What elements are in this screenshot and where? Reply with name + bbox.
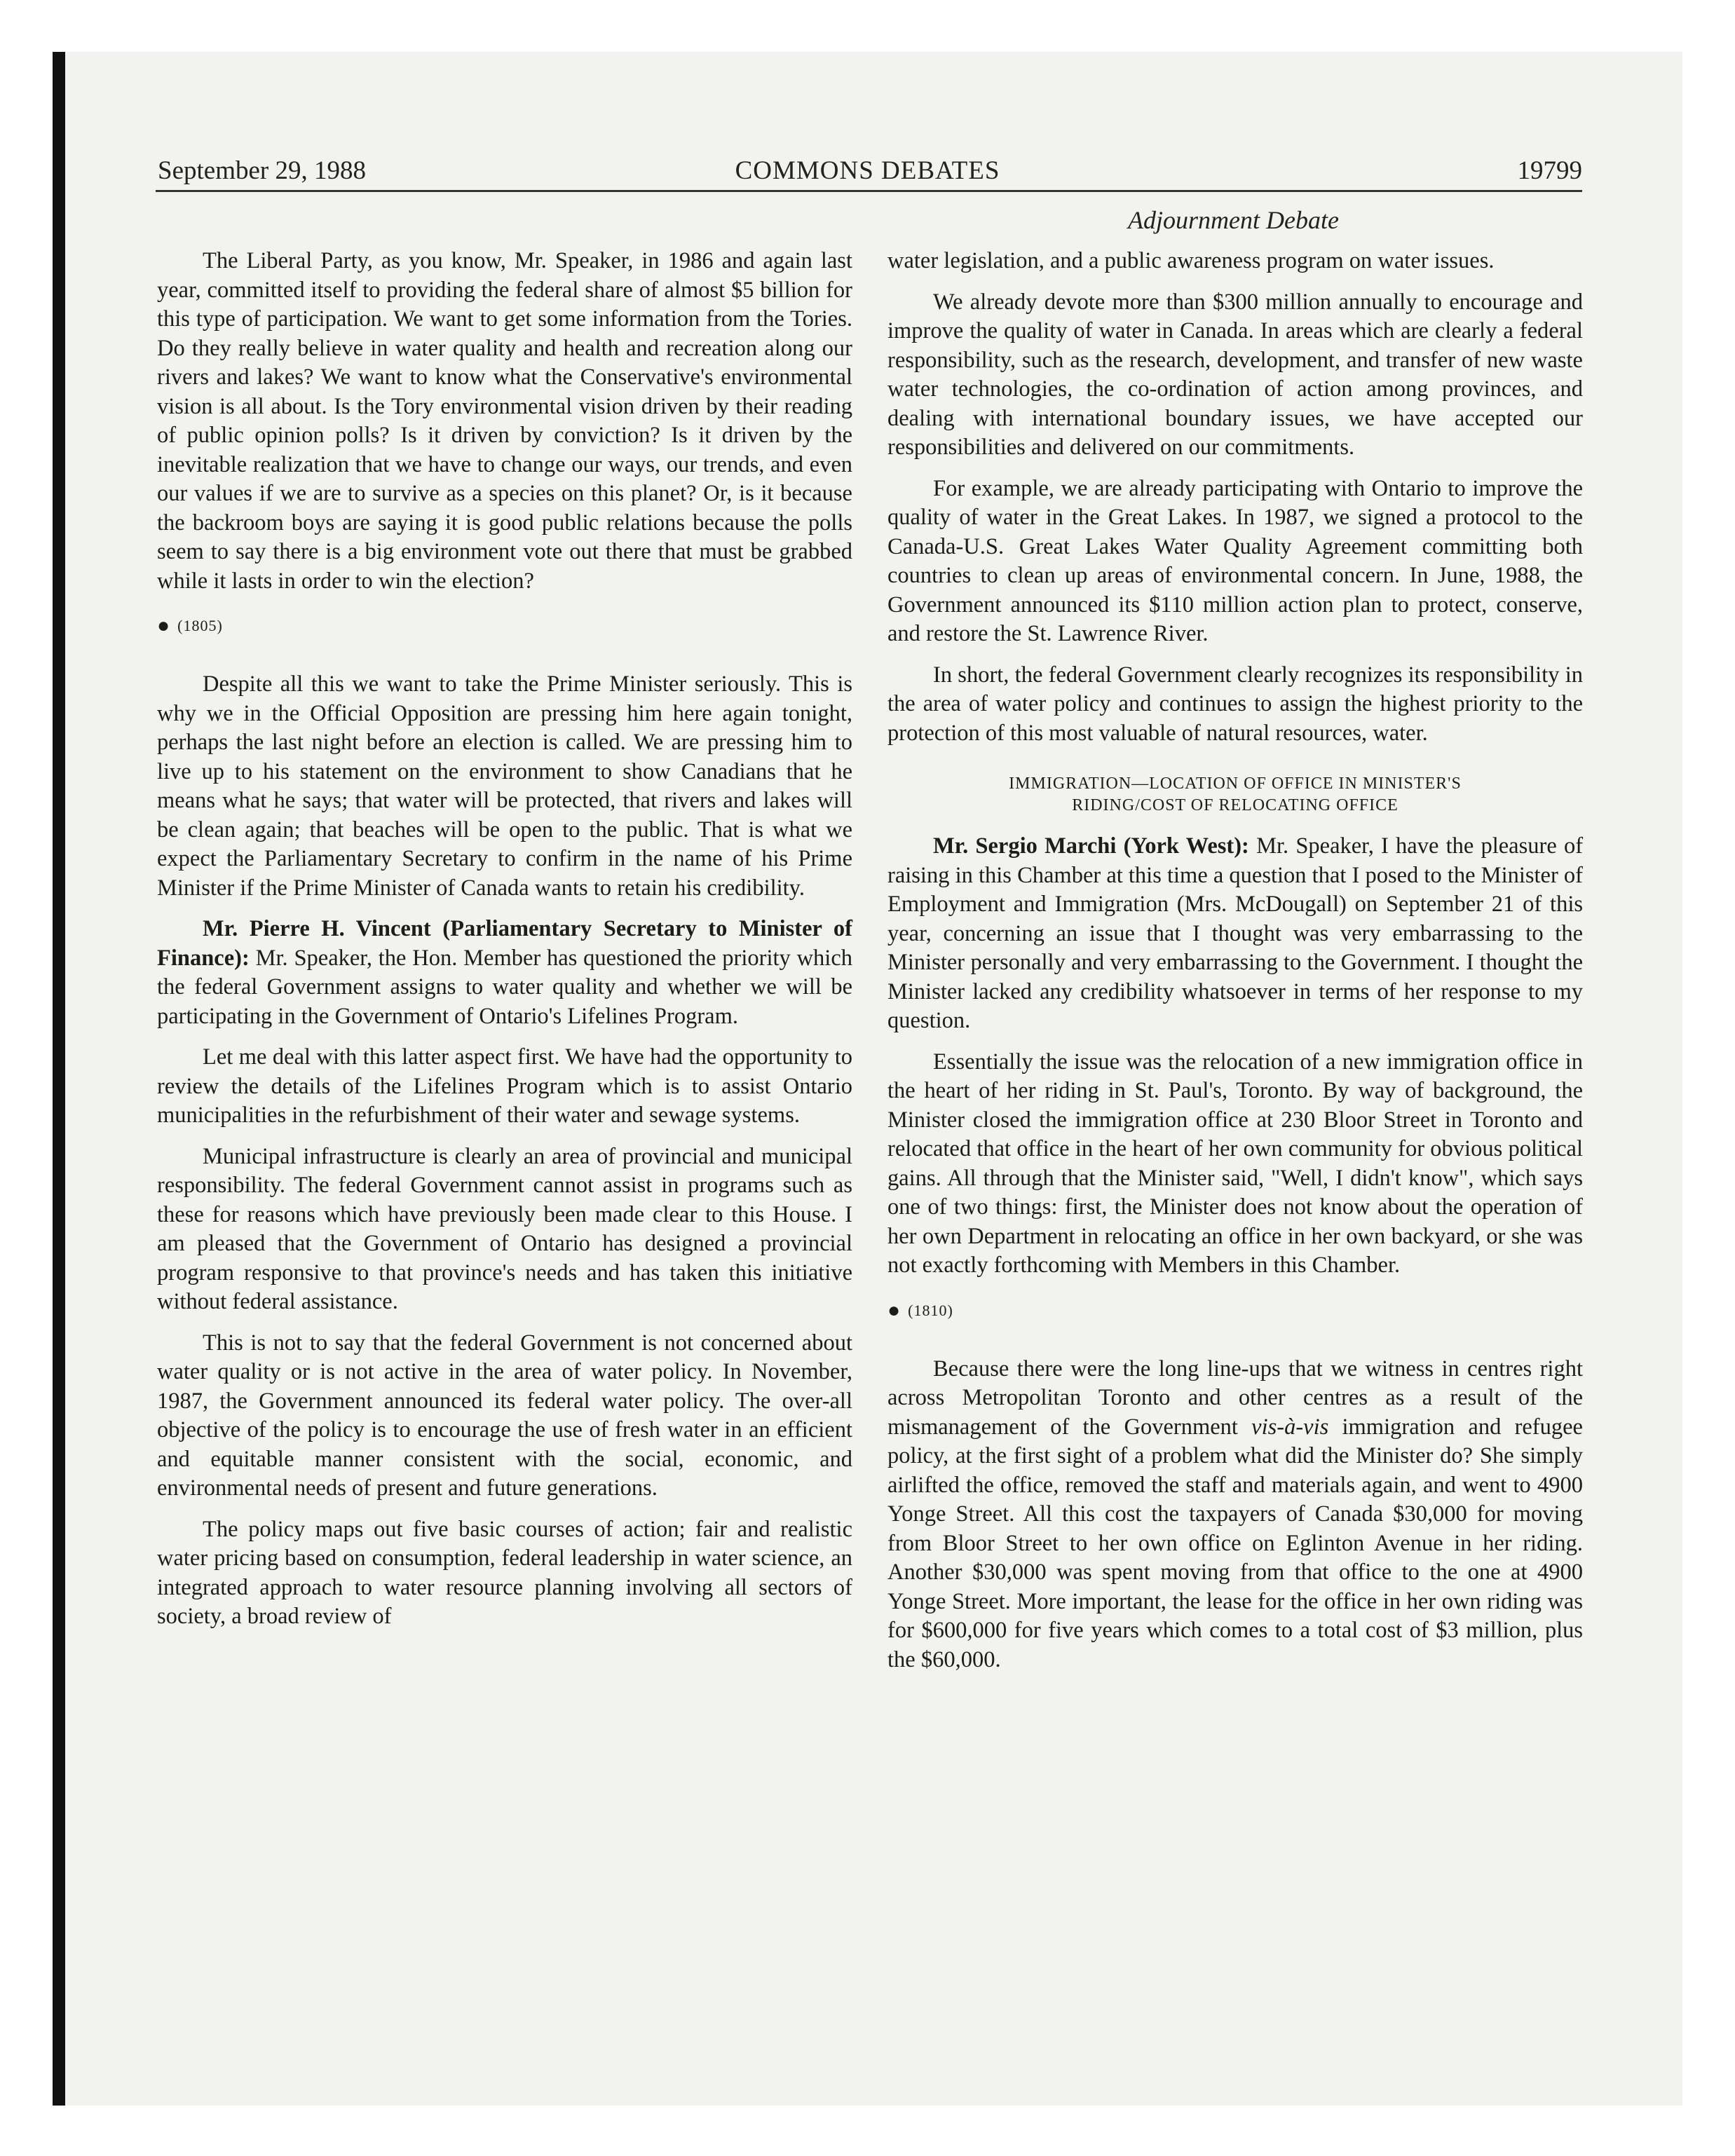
subject-heading xyxy=(909,773,1562,817)
speech-text: Mr. Speaker, the Hon. Member has questioned the priority which the federal Government assigns to water quality and whether we will be participating in the Government of Ontario's Lifelines Program. xyxy=(157,945,853,1029)
header-rule xyxy=(156,190,1582,192)
subject-heading-line: IMMIGRATION—LOCATION OF OFFICE IN MINISTER'S xyxy=(1009,775,1462,793)
paragraph-text: immigration and refugee policy, at the first sight of a problem what did the Minister do? She simply airlifted the office, removed the staff and materials again, and went to 4900 Yonge Street. All this cost the taxpayers of Canada $30,000 for moving from Bloor Street to her own office on Eglinton Avenue in her riding. Another $30,000 was spent moving from that office to the one at 4900 Yonge Street. More important, the lease for the office in her own riding was for $600,000 for five years which comes to a total cost of $3 million, plus the $60,000. xyxy=(887,1414,1583,1672)
speech-paragraph xyxy=(157,915,852,1031)
header-date: September 29, 1988 xyxy=(158,156,366,185)
paragraph: This is not to say that the federal Government is not concerned about water quality or is not active in the area of water policy. In November, 1987, the Government announced its federal water policy. The over-all objective of the policy is to encourage the use of fresh water in an efficient and equitable manner consistent with the social, economic, and environmental needs of present and future generations. xyxy=(157,1330,852,1501)
right-column xyxy=(887,247,1583,1686)
paragraph: The Liberal Party, as you know, Mr. Speaker, in 1986 and again last year, committed itself to providing the federal share of almost $5 billion for this type of participation. We want to get some information from the Tories. Do they really believe in water quality and health and recreation along our rivers and lakes? We want to know what the Conservative's environmental vision is all about. Is the Tory environmental vision driven by their reading of public opinion polls? Is it driven by conviction? Is it driven by the inevitable realization that we have to change our ways, our trends, and even our values if we are to survive as a species on this planet? Or, is it because the backroom boys are saying it is good public relations because the polls seem to say there is a big environment vote out there that must be grabbed while it lasts in order to win the election? xyxy=(157,248,852,594)
paragraph: In short, the federal Government clearly recognizes its responsibility in the area of water policy and continues to assign the highest priority to the protection of this most valuable of natural resources, water. xyxy=(887,662,1583,746)
speech-paragraph xyxy=(887,832,1583,1036)
paragraph: We already devote more than $300 million annually to encourage and improve the quality of water in Canada. In areas which are clearly a federal responsibility, such as the research, development, and transfer of new waste water technologies, the co-ordination of action among provinces, and dealing with international boundary issues, we have accepted our responsibilities and delivered on our commitments. xyxy=(887,289,1583,460)
paragraph: Essentially the issue was the relocation of a new immigration office in the heart of her riding in St. Paul's, Toronto. By way of background, the Minister closed the immigration office at 230 Bloor Street in Toronto and relocated that office in the heart of her own community for obvious political gains. All through that the Minister said, "Well, I didn't know", which says one of two things: first, the Minister does not know about the operation of her own Department in relocating an office in her own backyard, or she was not exactly forthcoming with Members in this Chamber. xyxy=(887,1049,1583,1278)
paragraph: The policy maps out five basic courses of action; fair and realistic water pricing based on consumption, federal leadership in water science, an integrated approach to water resource planning involving all sectors of society, a broad review of xyxy=(157,1516,852,1629)
speaker-name: Mr. Pierre H. Vincent (Parliamentary Secretary to Minister of Finance): xyxy=(157,916,852,971)
paragraph: water legislation, and a public awareness program on water issues. xyxy=(887,248,1495,273)
time-marker xyxy=(887,1299,1583,1321)
scan-edge-bar xyxy=(53,52,65,2106)
speech-text: Mr. Speaker, I have the pleasure of raising in this Chamber at this time a question that I posed to the Minister of Employment and Immigration (Mrs. McDougall) on September 21 of this year, concerning an issue that I thought was very embarrassing to the Minister personally and very embarrassing to the Government. I thought the Minister lacked any credibility whatsoever in terms of her response to my question. xyxy=(887,833,1584,1033)
subject-heading-line: RIDING/COST OF RELOCATING OFFICE xyxy=(1072,796,1399,814)
paragraph: Despite all this we want to take the Prime Minister seriously. This is why we in the Official Opposition are pressing him here again tonight, perhaps the last night before an election is called. We are pressing him to live up to his statement on the environment to show Canadians that he means what he says; that water will be protected, that rivers and lakes will be clean again; that beaches will be open to the public. That is what we expect the Parliamentary Secretary to confirm in the name of his Prime Minister if the Prime Minister of Canada wants to retain his credibility. xyxy=(157,671,852,901)
section-title: Adjournment Debate xyxy=(1128,206,1339,234)
paragraph: For example, we are already participating with Ontario to improve the quality of water in the Great Lakes. In 1987, we signed a protocol to the Canada-U.S. Great Lakes Water Quality Agreement committing both countries to clean up areas of environmental concern. In June, 1988, the Government announced its $110 million action plan to protect, conserve, and restore the St. Lawrence River. xyxy=(887,475,1583,646)
paragraph-text: Because there were the long line-ups that we witness in centres right across Metropolitan Toronto and other centres as a result of the mismanagement of the Government xyxy=(887,1356,1583,1440)
bullet-icon: ● xyxy=(157,614,171,637)
italic-phrase: vis-à-vis xyxy=(1251,1414,1329,1440)
header-page-number: 19799 xyxy=(1517,156,1582,185)
bullet-icon: ● xyxy=(887,1298,901,1322)
time-marker xyxy=(157,614,852,636)
left-column xyxy=(157,247,852,1644)
time-marker-label: (1810) xyxy=(908,1301,953,1319)
paragraph: Let me deal with this latter aspect first. We have had the opportunity to review the details of the Lifelines Program which is to assist Ontario municipalities in the refurbishment of their water and sewage systems. xyxy=(157,1044,852,1128)
speaker-name: Mr. Sergio Marchi (York West): xyxy=(933,833,1249,859)
paragraph: Municipal infrastructure is clearly an area of provincial and municipal responsibility. The federal Government cannot assist in programs such as these for reasons which have previously been made clear to this House. I am pleased that the Government of Ontario has designed a provincial program responsive to that province's needs and has taken this initiative without federal assistance. xyxy=(157,1143,852,1314)
header-title: COMMONS DEBATES xyxy=(735,156,1000,185)
time-marker-label: (1805) xyxy=(177,617,223,634)
paragraph xyxy=(887,1355,1583,1675)
